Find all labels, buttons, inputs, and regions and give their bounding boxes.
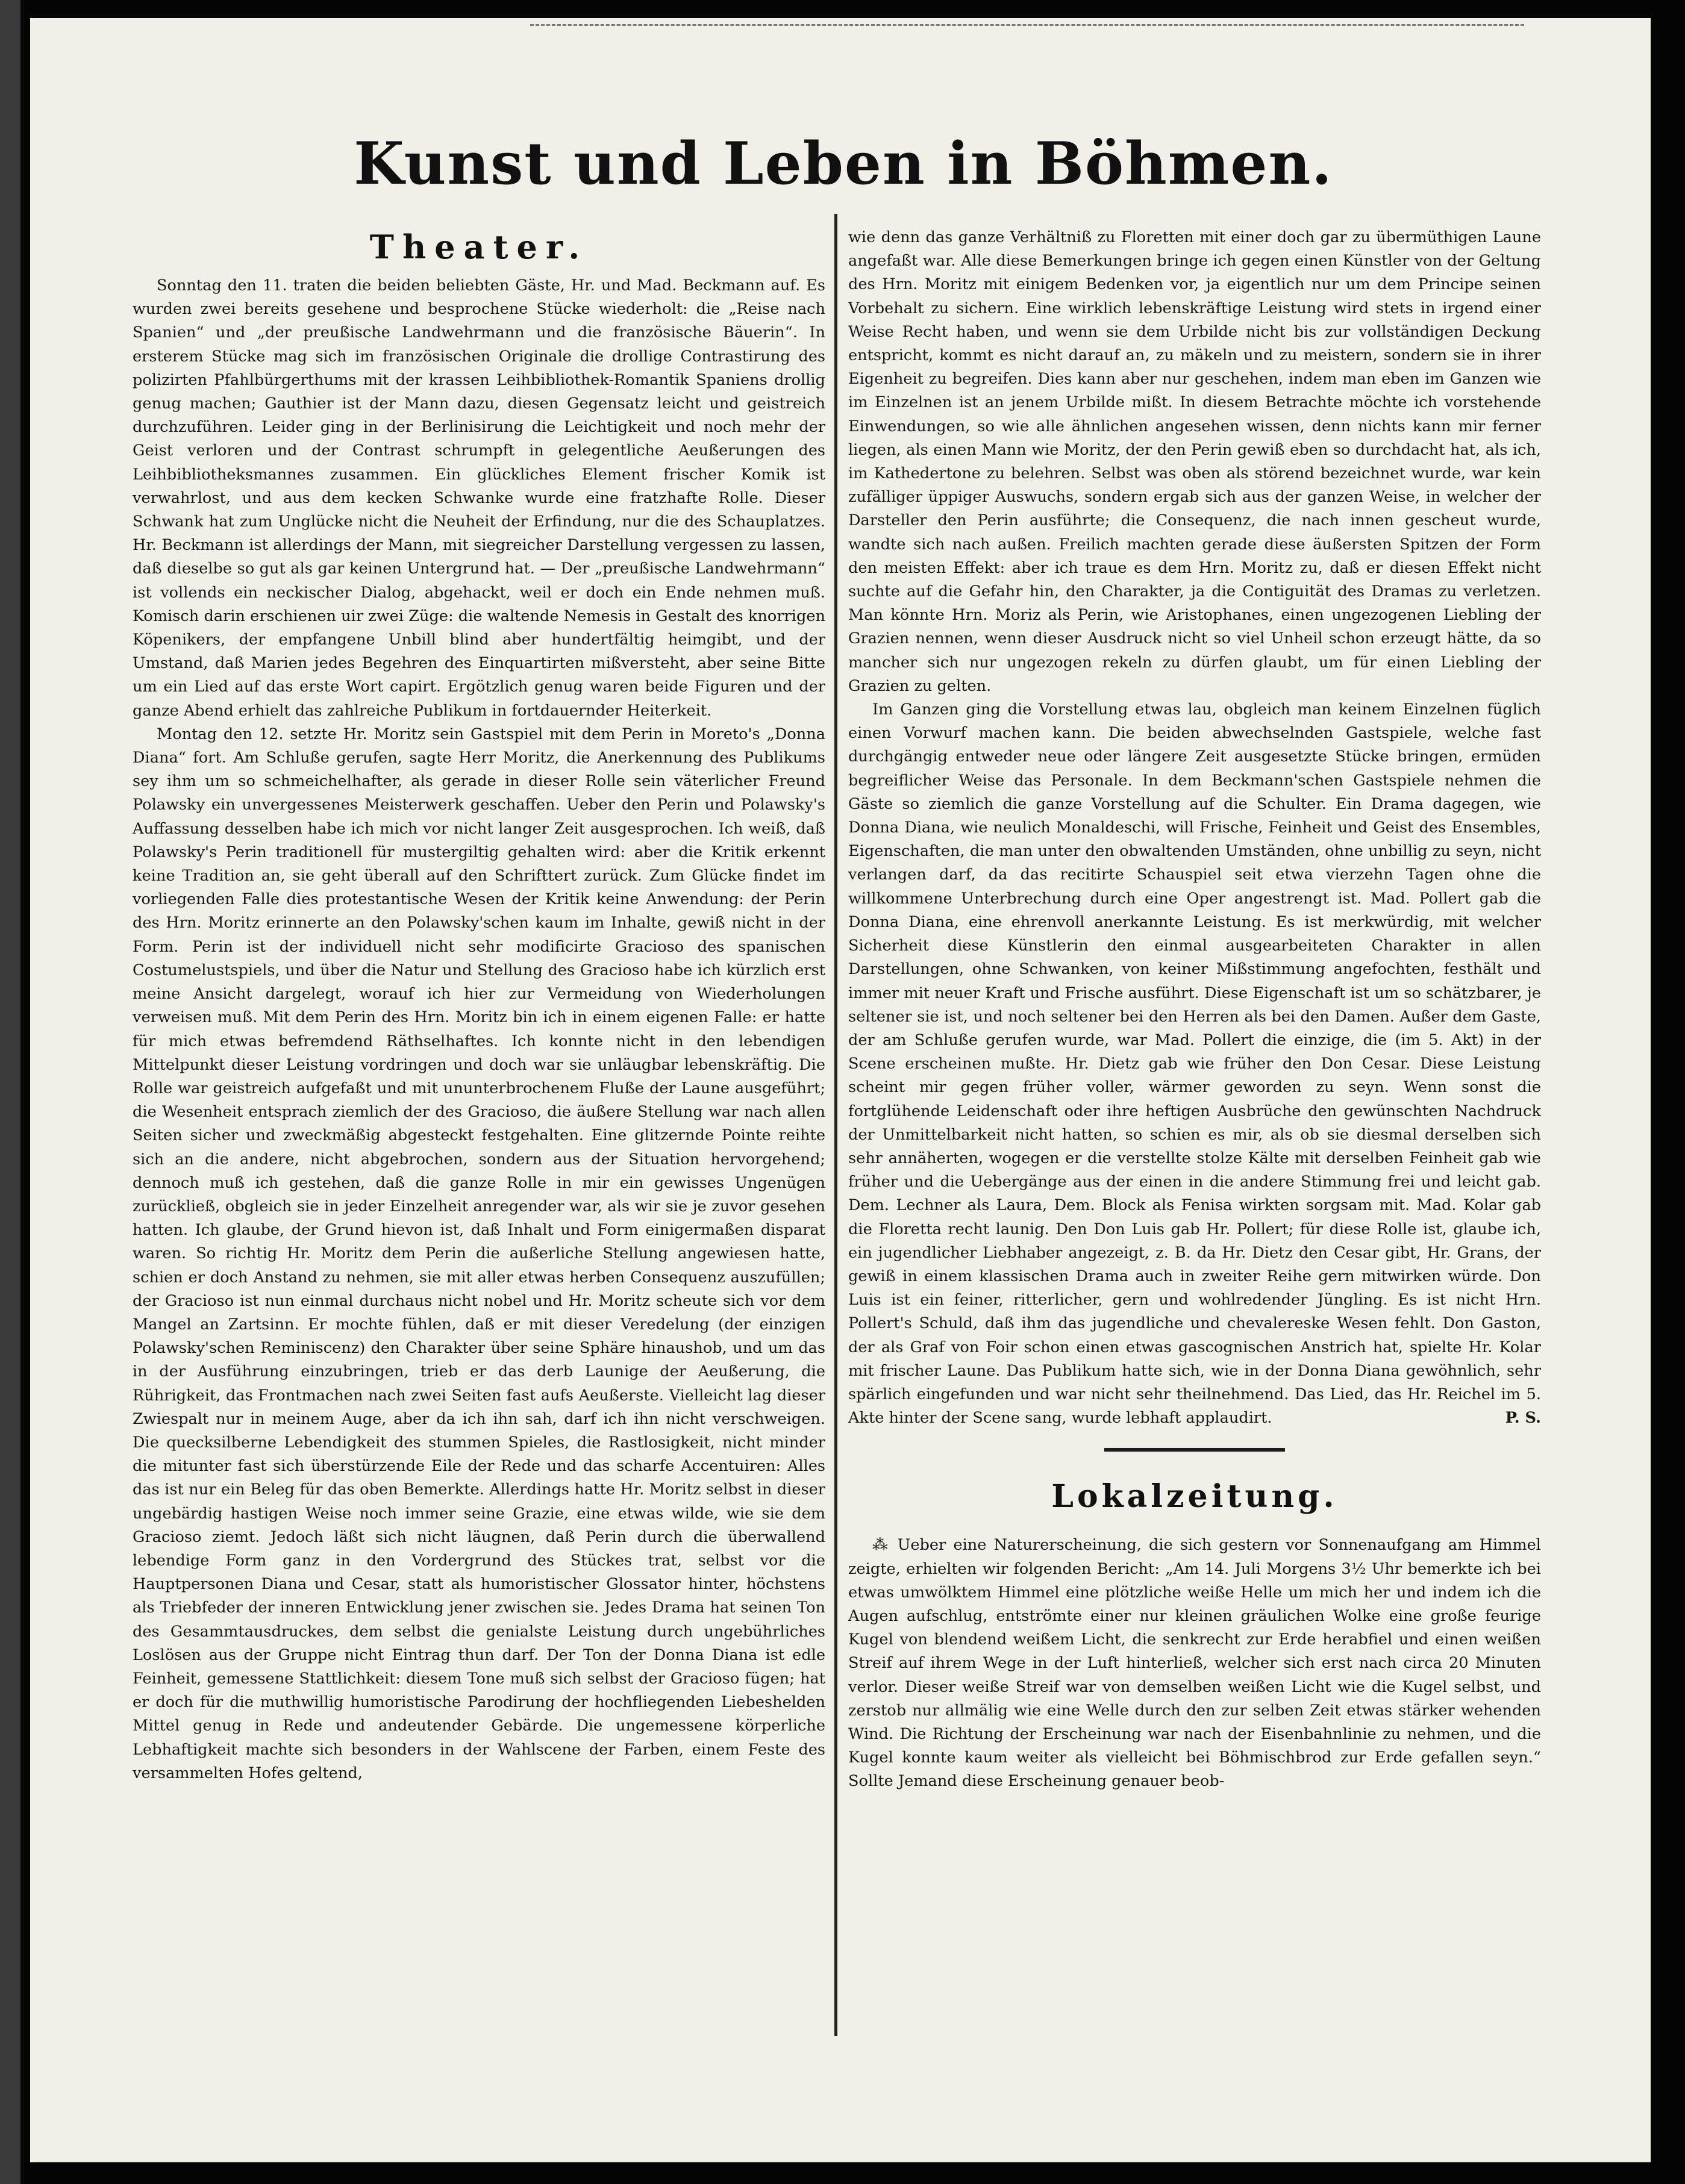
- right-column: [848, 226, 1541, 1794]
- theater-heading: Theater.: [369, 228, 589, 266]
- theater-continuation: wie denn das ganze Verhältniß zu Floretten mit einer doch gar zu übermüthigen Laune angefaßt war. Alle diese Bemerkungen bringe ich gegen einen Künstler von der Geltung des Hrn. Moritz mit einigem Bedenken vor, ja eigentlich nur um dem Principe seinen Vorbehalt zu sichern. Eine wirklich lebenskräftige Leistung wird stets in irgend einer Weise Recht haben, und wenn sie dem Urbilde nicht bis zur vollständigen Deckung entspricht, kommt es nicht darauf an, zu mäkeln und zu meistern, sondern sie in ihrer Eigenheit zu begreifen. Dies kann aber nur geschehen, indem man eben im Ganzen wie im Einzelnen ist an jenem Urbilde mißt. In diesem Betrachte möchte ich vorstehende Einwendungen, so wie alle ähnlichen angesehen wissen, denn nichts kann mir ferner liegen, als einen Mann wie Moritz, der den Perin gewiß eben so durchdacht hat, als ich, im Kathedertone zu belehren. Selbst was oben als störend bezeichnet wurde, war kein zufälliger üppiger Auswuchs, sondern ergab sich aus der ganzen Weise, in welcher der Darsteller den Perin ausführte; die Consequenz, die nach innen gescheut wurde, wandte sich nach außen. Freilich machten gerade diese äußersten Spitzen der Form den meisten Effekt: aber ich traue es dem Hrn. Moritz zu, daß er diesen Effekt nicht suchte auf die Gefahr hin, den Charakter, ja die Contiguität des Dramas zu verletzen. Man könnte Hrn. Moriz als Perin, wie Aristophanes, einen ungezogenen Liebling der Grazien nennen, wenn dieser Ausdruck nicht so viel Unheil schon erzeugt hätte, da so mancher sich nur ungezogen rekeln zu dürfen glaubt, um für einen Liebling der Grazien zu gelten.: [848, 228, 1541, 695]
- theater-closing-text: Im Ganzen ging die Vorstellung etwas lau, obgleich man keinem Einzelnen füglich einen Vorwurf machen kann. Die beiden abwechselnden Gastspiele, welche fast durchgängig entweder neue oder längere Zeit ausgesetzte Stücke bringen, ermüden begreiflicher Weise das Personale. In dem Beckmann'schen Gastspiele nehmen die Gäste so ziemlich die ganze Vorstellung auf die Schulter. Ein Drama dagegen, wie Donna Diana, wie neulich Monaldeschi, will Frische, Feinheit und Geist des Ensembles, Eigenschaften, die man unter den obwaltenden Umständen, ohne unbillig zu seyn, nicht verlangen darf, da das recitirte Schauspiel seit etwa vierzehn Tagen ohne die willkommene Unterbrechung durch eine Oper angestrengt ist. Mad. Pollert gab die Donna Diana, eine ehrenvoll anerkannte Leistung. Es ist merkwürdig, mit welcher Sicherheit diese Künstlerin den einmal ausgearbeiteten Charakter in allen Darstellungen, ohne Schwanken, von keiner Mißstimmung angefochten, festhält und immer mit neuer Kraft und Frische ausführt. Diese Eigenschaft ist um so schätzbarer, je seltener sie ist, und noch seltener bei den Herren als bei den Damen. Außer dem Gaste, der am Schluße gerufen wurde, war Mad. Pollert die einzige, die (im 5. Akt) in der Scene erscheinen mußte. Hr. Dietz gab wie früher den Don Cesar. Diese Leistung scheint mir gegen früher voller, wärmer geworden zu seyn. Wenn sonst die fortglühende Leidenschaft oder ihre heftigen Ausbrüche den gewünschten Nachdruck der Unmittelbarkeit nicht hatten, so schien es mir, als ob sie diesmal derselben sich sehr annäherten, wogegen er die verstellte stolze Kälte mit derselben Feinheit gab wie früher und die Uebergänge aus der einen in die andere Stimmung frei und leicht gab. Dem. Lechner als Laura, Dem. Block als Fenisa wirkten sorgsam mit. Mad. Kolar gab die Floretta recht launig. Den Don Luis gab Hr. Pollert; für diese Rolle ist, glaube ich, ein jugendlicher Liebhaber angezeigt, z. B. da Hr. Dietz den Cesar gibt, Hr. Grans, der gewiß in einem klassischen Drama auch in zweiter Reihe gern mitwirken würde. Don Luis ist ein feiner, ritterlicher, gern und wohlredender Jüngling. Es ist nicht Hrn. Pollert's Schuld, daß ihm das jugendliche und chevalereske Wesen fehlt. Don Gaston, der als Graf von Foir schon einen etwas gascognischen Anstrich hat, spielte Hr. Kolar mit frischer Laune. Das Publikum hatte sich, wie in der Donna Diana gewöhnlich, sehr spärlich eingefunden und war nicht sehr theilnehmend. Das Lied, das Hr. Reichel im 5. Akte hinter der Scene sang, wurde lebhaft applaudirt.: [848, 700, 1541, 1427]
- lokalzeitung-paragraph: ⁂ Ueber eine Naturerscheinung, die sich gestern vor Sonnenaufgang am Himmel zeigte, erhielten wir folgenden Bericht: „Am 14. Juli Morgens 3½ Uhr bemerkte ich bei etwas umwölktem Himmel eine plötzliche weiße Helle um mich her und indem ich die Augen aufschlug, entströmte einer nur kleinen gräulichen Wolke eine große feurige Kugel von blendend weißem Licht, die senkrecht zur Erde herabfiel und einen weißen Streif auf ihrem Wege in der Luft hinterließ, welcher sich erst nach circa 20 Minuten verlor. Dieser weiße Streif war von demselben weißen Licht wie die Kugel selbst, und zerstob nur allmälig wie eine Welle durch den zur selben Zeit etwas stärker wehenden Wind. Die Richtung der Erscheinung war nach der Eisenbahnlinie zu nehmen, und die Kugel konnte kaum weiter als vielleicht bei Böhmischbrod zur Erde gefallen seyn.“ Sollte Jemand diese Erscheinung genauer beob-: [848, 1536, 1541, 1791]
- theater-paragraph-2: Montag den 12. setzte Hr. Moritz sein Gastspiel mit dem Perin in Moreto's „Donna Diana“ fort. Am Schluße gerufen, sagte Herr Moritz, die Anerkennung des Publikums sey ihm um so schmeichelhafter, als gerade in dieser Rolle sein väterlicher Freund Polawsky ein unvergessenes Meisterwerk geschaffen. Ueber den Perin und Polawsky's Auffassung desselben habe ich mich vor nicht langer Zeit ausgesprochen. Ich weiß, daß Polawsky's Perin traditionell für mustergiltig gehalten wird: aber die Kritik erkennt keine Tradition an, sie geht überall auf den Schrifttert zurück. Zum Glücke findet im vorliegenden Falle dies protestantische Wesen der Kritik keine Anwendung: der Perin des Hrn. Moritz erinnerte an den Polawsky'schen kaum im Inhalte, gewiß nicht in der Form. Perin ist der individuell nicht sehr modificirte Gracioso des spanischen Costumelustspiels, und über die Natur und Stellung des Gracioso habe ich kürzlich erst meine Ansicht dargelegt, worauf ich hier zur Vermeidung von Wiederholungen verweisen muß. Mit dem Perin des Hrn. Moritz bin ich in einem eigenen Falle: er hatte für mich etwas befremdend Räthselhaftes. Ich konnte nicht in den lebendigen Mittelpunkt dieser Leistung vordringen und doch war sie unläugbar lebenskräftig. Die Rolle war geistreich aufgefaßt und mit ununterbrochenem Fluße der Laune ausgeführt; die Wesenheit entsprach ziemlich der des Gracioso, die äußere Stellung war nach allen Seiten sicher und zweckmäßig abgesteckt festgehalten. Eine glitzernde Pointe reihte sich an die andere, nicht abgebrochen, sondern aus der Situation hervorgehend; dennoch muß ich gestehen, daß die ganze Rolle in mir ein gewisses Ungenügen zurückließ, obgleich sie in jeder Einzelheit anregender war, als wir sie je zuvor gesehen hatten. Ich glaube, der Grund hievon ist, daß Inhalt und Form einigermaßen disparat waren. So richtig Hr. Moritz dem Perin die außerliche Stellung angewiesen hatte, schien er doch Anstand zu nehmen, sie mit aller etwas herben Consequenz auszufüllen; der Gracioso ist nun einmal durchaus nicht nobel und Hr. Moritz scheute sich vor dem Mangel an Zartsinn. Er mochte fühlen, daß er mit dieser Veredelung (der einzigen Polawsky'schen Reminiscenz) den Charakter über seine Sphäre hinaushob, und um das in der Ausführung einzubringen, trieb er das derb Launige der Aeußerung, die Rührigkeit, das Frontmachen nach zwei Seiten fast aufs Aeußerste. Vielleicht lag dieser Zwiespalt nur in meinem Auge, aber da ich ihn sah, darf ich ihn nicht verschweigen. Die quecksilberne Lebendigkeit des stummen Spieles, die Rastlosigkeit, nicht minder die mitunter fast sich überstürzende Eile der Rede und das scharfe Accentuiren: Alles das ist nur ein Beleg für das oben Bemerkte. Allerdings hatte Hr. Moritz selbst in dieser ungebärdig hastigen Weise noch immer seine Grazie, eine etwas wilde, wie sie dem Gracioso ziemt. Jedoch läßt sich nicht läugnen, daß Perin durch die überwallend lebendige Form ganz in den Vordergrund des Stückes trat, selbst vor die Hauptpersonen Diana und Cesar, statt als humoristischer Glossator hinter, höchstens als Triebfeder der inneren Entwicklung jener zwischen sie. Jedes Drama hat seinen Ton des Gesammtausdruckes, dem selbst die genialste Leistung durch ungebührliches Loslösen aus der Gruppe nicht Eintrag thun darf. Der Ton der Donna Diana ist edle Feinheit, gemessene Stattlichkeit: diesem Tone muß sich selbst der Gracioso fügen; hat er doch für die muthwillig humoristische Parodirung der hochfliegenden Liebeshelden Mittel genug in Rede und andeutender Gebärde. Die ungemessene körperliche Lebhaftigkeit machte sich besonders in der Wahlscene der Farben, einem Feste des versammelten Hofes geltend,: [133, 725, 825, 1782]
- theater-closing-paragraph: [848, 698, 1541, 1430]
- section-divider: [1104, 1448, 1285, 1452]
- lokalzeitung-heading: Lokalzeitung.: [1051, 1478, 1338, 1515]
- left-column: [133, 226, 825, 1785]
- adjacent-page-edge: [0, 0, 24, 2184]
- theater-paragraph-1: Sonntag den 11. traten die beiden beliebten Gäste, Hr. und Mad. Beckmann auf. Es wurden zwei bereits gesehene und besprochene Stücke wiederholt: die „Reise nach Spanien“ und „der preußische Landwehrmann und die französische Bäuerin“. In ersterem Stücke mag sich im französischen Originale die drollige Contrastirung des polizirten Pfahlbürgerthums mit der krassen Leihbibliothek-Romantik Spaniens drollig genug machen; Gauthier ist der Mann dazu, diesen Gegensatz leicht und geistreich durchzuführen. Leider ging in der Berlinisirung die Leichtigkeit und noch mehr der Geist verloren und der Contrast schrumpft in gelegentliche Aeußerungen des Leihbibliotheksmannes zusammen. Ein glückliches Element frischer Komik ist verwahrlost, und aus dem kecken Schwanke wurde eine fratzhafte Rolle. Dieser Schwank hat zum Unglücke nicht die Neuheit der Erfindung, nur die des Schauplatzes. Hr. Beckmann ist allerdings der Mann, mit siegreicher Darstellung vergessen zu lassen, daß dieselbe so gut als gar keinen Untergrund hat. — Der „preußische Landwehrmann“ ist vollends ein neckischer Dialog, abgehackt, weil er doch ein Ende nehmen muß. Komisch darin erschienen uir zwei Züge: die waltende Nemesis in Gestalt des knorrigen Köpenikers, der empfangene Unbill blind aber hundertfältig heimgibt, und der Umstand, daß Marien jedes Begehren des Einquartirten mißversteht, aber seine Bitte um ein Lied auf das erste Wort capirt. Ergötzlich genug waren beide Figuren und der ganze Abend erhielt das zahlreiche Publikum in fortdauernder Heiterkeit.: [133, 276, 825, 720]
- page-title: Kunst und Leben in Böhmen.: [354, 129, 1333, 198]
- column-divider: [834, 214, 837, 2036]
- author-signature: P. S.: [1505, 1409, 1541, 1427]
- top-edge-marks: [530, 24, 1524, 32]
